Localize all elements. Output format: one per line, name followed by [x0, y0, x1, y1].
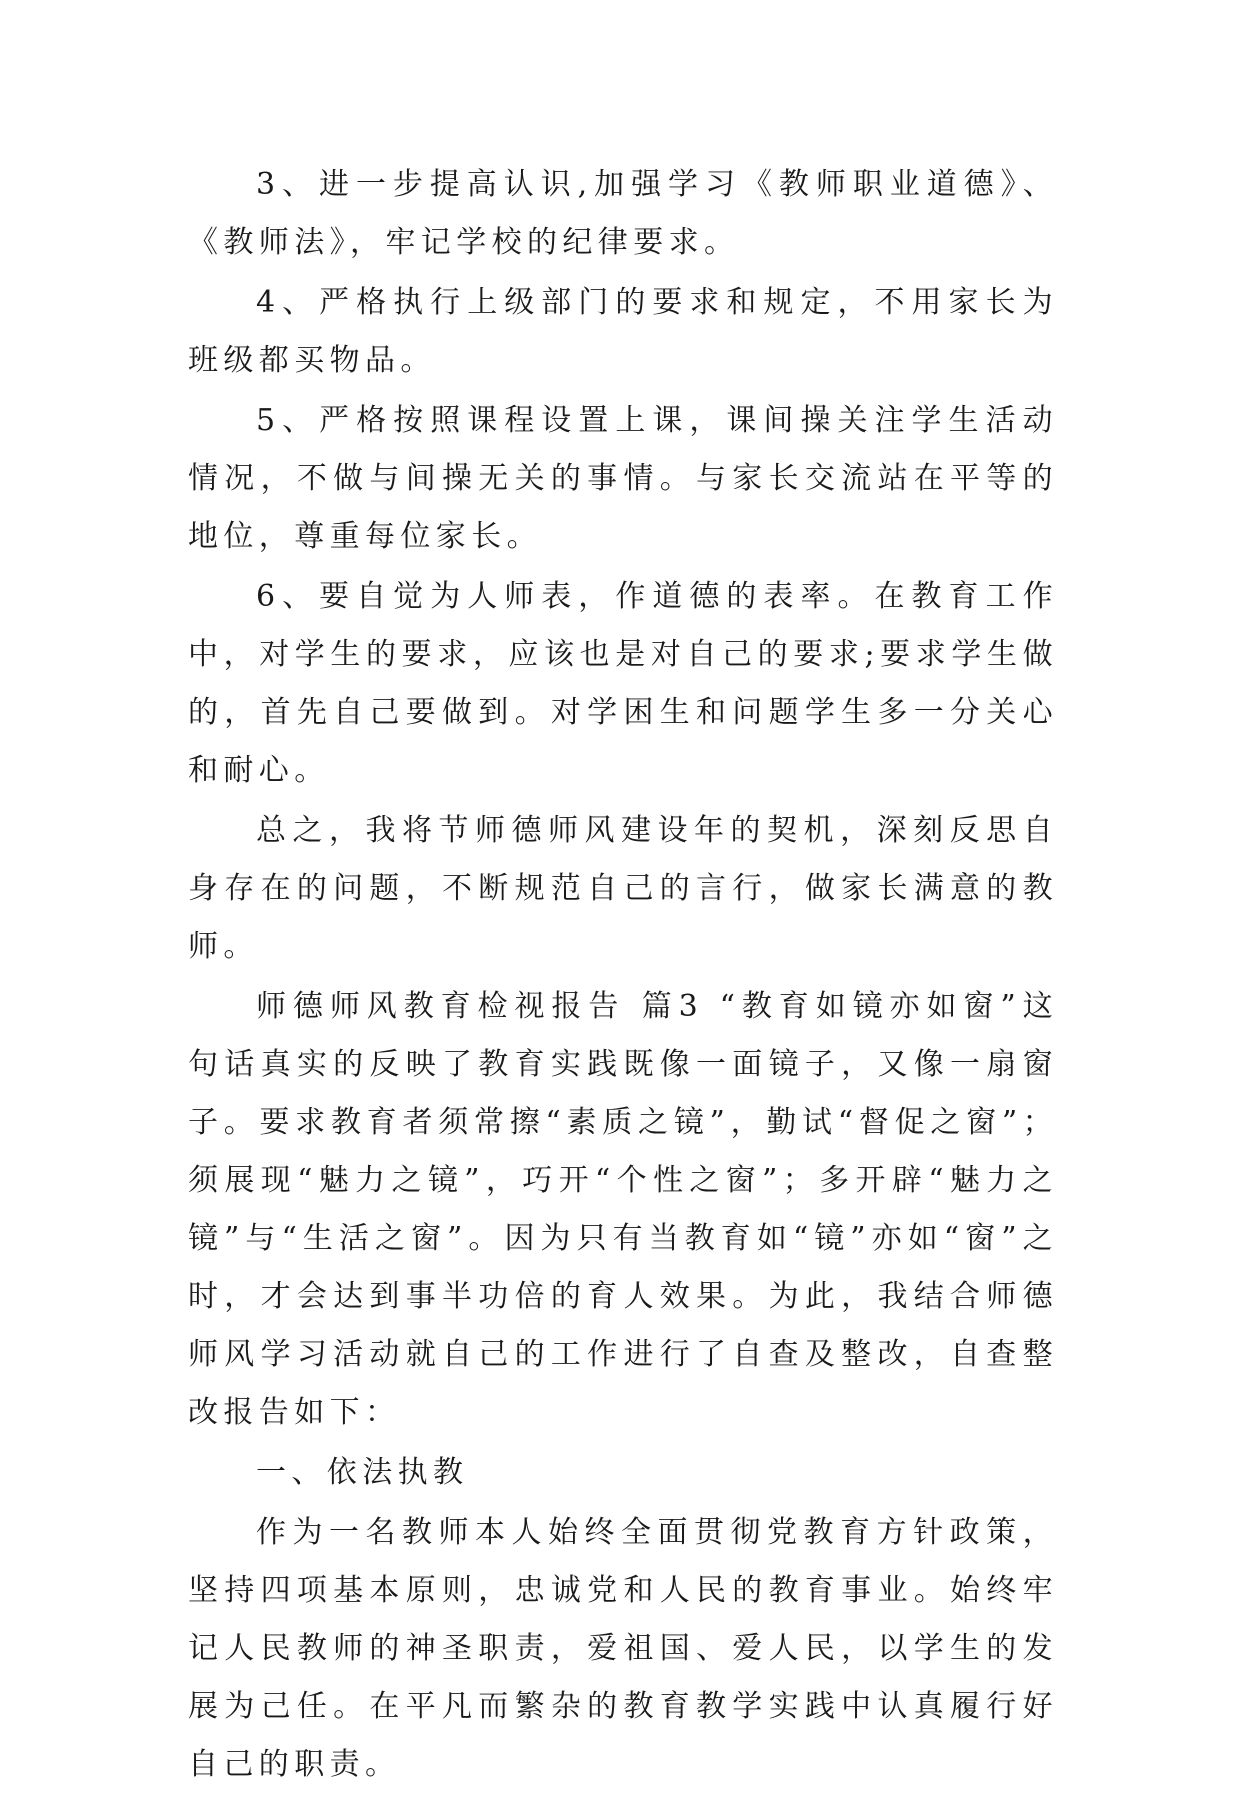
section-heading: 一、依法执教 — [256, 1455, 469, 1490]
paragraph-summary: 总之，我将节师德师风建设年的契机，深刻反思自身存在的问题，不断规范自己的言行，做家长满意的教师。 — [188, 813, 1058, 964]
paragraph-item-5: 5、严格按照课程设置上课，课间操关注学生活动情况，不做与间操无关的事情。与家长交流站在平等的地位，尊重每位家长。 — [188, 403, 1058, 554]
paragraph-item-3: 3、进一步提高认识,加强学习《教师职业道德》、《教师法》，牢记学校的纪律要求。 — [188, 167, 1058, 260]
paragraph-report-intro: 师德师风教育检视报告 篇3 “教育如镜亦如窗”这句话真实的反映了教育实践既像一面镜子，又像一扇窗子。要求教育者须常擦“素质之镜”，勤试“督促之窗”；须展现“魅力之镜”，巧开“个性之窗”；多开辟“魅力之镜”与“生活之窗”。因为只有当教育如“镜”亦如“窗”之时，才会达到事半功倍的育人效果。为此，我结合师德师风学习活动就自己的工作进行了自查及整改，自查整改报告如下： — [188, 989, 1058, 1430]
paragraph-item-4: 4、严格执行上级部门的要求和规定，不用家长为班级都买物品。 — [188, 285, 1058, 378]
paragraph-section-body: 作为一名教师本人始终全面贯彻党教育方针政策，坚持四项基本原则，忠诚党和人民的教育事业。始终牢记人民教师的神圣职责，爱祖国、爱人民，以学生的发展为己任。在平凡而繁杂的教育教学实践中认真履行好自己的职责。 — [188, 1515, 1058, 1782]
paragraph-item-6: 6、要自觉为人师表，作道德的表率。在教育工作中，对学生的要求，应该也是对自己的要求;要求学生做的，首先自己要做到。对学困生和问题学生多一分关心和耐心。 — [188, 579, 1058, 788]
document-body — [188, 156, 1058, 1796]
